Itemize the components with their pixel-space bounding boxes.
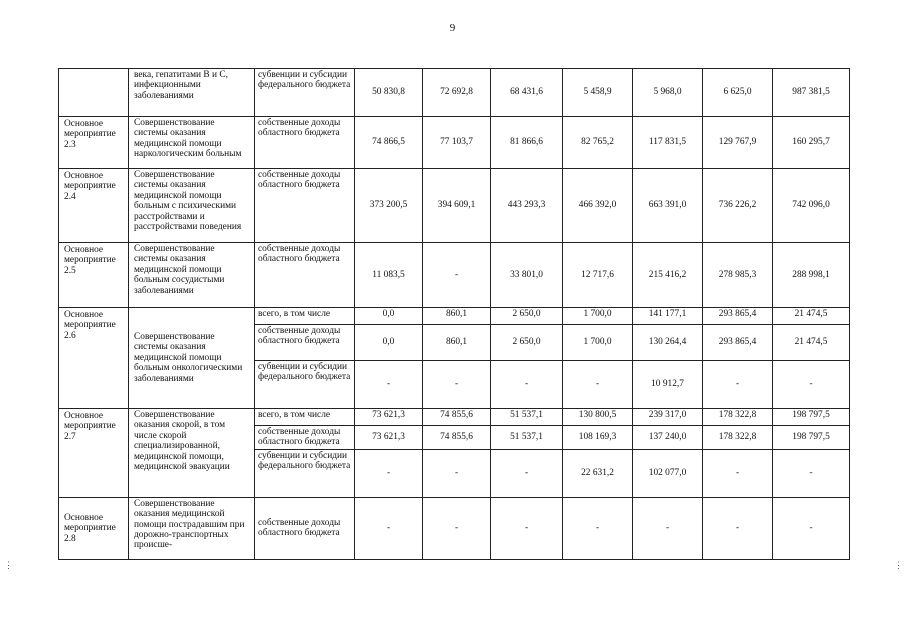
value-cell-year-6: 6 625,0 bbox=[703, 69, 773, 117]
funding-source-cell: субвенции и субсидии федерального бюджета bbox=[255, 69, 355, 117]
activity-name-cell bbox=[59, 69, 129, 117]
value-cell-year-2: 74 855,6 bbox=[423, 426, 491, 450]
value-cell-year-1: 0,0 bbox=[355, 325, 423, 361]
value-cell-year-5: 137 240,0 bbox=[633, 426, 703, 450]
value-cell-year-1: 11 083,5 bbox=[355, 243, 423, 308]
value-cell-year-7: 987 381,5 bbox=[773, 69, 850, 117]
table-row bbox=[59, 243, 850, 308]
funding-source-cell: собственные доходы областного бюджета bbox=[255, 117, 355, 169]
value-cell-year-3: 51 537,1 bbox=[491, 426, 563, 450]
activity-name-cell: Основное мероприятие 2.7 bbox=[59, 409, 129, 498]
funding-source-cell: всего, в том числе bbox=[255, 409, 355, 426]
value-cell-year-7: - bbox=[773, 361, 850, 409]
value-cell-year-4: - bbox=[563, 361, 633, 409]
value-cell-year-7: 21 474,5 bbox=[773, 308, 850, 325]
activity-description-cell: Совершенствование оказания медицинской помощи пострадавшим при дорожно-транспортных происше- bbox=[129, 497, 255, 559]
value-cell-year-1: 73 621,3 bbox=[355, 426, 423, 450]
value-cell-year-7: 288 998,1 bbox=[773, 243, 850, 308]
value-cell-year-3: - bbox=[491, 497, 563, 559]
funding-source-cell: собственные доходы областного бюджета bbox=[255, 325, 355, 361]
value-cell-year-1: 50 830,8 bbox=[355, 69, 423, 117]
funding-source-cell: собственные доходы областного бюджета bbox=[255, 497, 355, 559]
value-cell-year-7: 160 295,7 bbox=[773, 117, 850, 169]
value-cell-year-4: 22 631,2 bbox=[563, 449, 633, 497]
activity-name-cell: Основное мероприятие 2.5 bbox=[59, 243, 129, 308]
activity-name-cell: Основное мероприятие 2.8 bbox=[59, 497, 129, 559]
value-cell-year-1: 73 621,3 bbox=[355, 409, 423, 426]
value-cell-year-5: 5 968,0 bbox=[633, 69, 703, 117]
value-cell-year-6: 178 322,8 bbox=[703, 426, 773, 450]
value-cell-year-3: - bbox=[491, 361, 563, 409]
value-cell-year-5: 141 177,1 bbox=[633, 308, 703, 325]
value-cell-year-7: 21 474,5 bbox=[773, 325, 850, 361]
value-cell-year-5: 215 416,2 bbox=[633, 243, 703, 308]
value-cell-year-5: 130 264,4 bbox=[633, 325, 703, 361]
value-cell-year-1: 0,0 bbox=[355, 308, 423, 325]
value-cell-year-3: 51 537,1 bbox=[491, 409, 563, 426]
value-cell-year-4: 12 717,6 bbox=[563, 243, 633, 308]
funding-source-cell: субвенции и субсидии федерального бюджета bbox=[255, 449, 355, 497]
table-row bbox=[59, 409, 850, 426]
value-cell-year-1: - bbox=[355, 449, 423, 497]
value-cell-year-6: 293 865,4 bbox=[703, 308, 773, 325]
activity-description-cell: Совершенствование системы оказания медицинской помощи больным сосудистыми заболеваниями bbox=[129, 243, 255, 308]
activity-name-cell: Основное мероприятие 2.3 bbox=[59, 117, 129, 169]
value-cell-year-4: 5 458,9 bbox=[563, 69, 633, 117]
funding-source-cell: собственные доходы областного бюджета bbox=[255, 243, 355, 308]
value-cell-year-3: 443 293,3 bbox=[491, 169, 563, 243]
value-cell-year-2: - bbox=[423, 497, 491, 559]
value-cell-year-6: 278 985,3 bbox=[703, 243, 773, 308]
value-cell-year-5: - bbox=[633, 497, 703, 559]
value-cell-year-6: 129 767,9 bbox=[703, 117, 773, 169]
value-cell-year-7: 198 797,5 bbox=[773, 426, 850, 450]
activity-description-cell: века, гепатитами В и С, инфекционными заболеваниями bbox=[129, 69, 255, 117]
value-cell-year-7: 198 797,5 bbox=[773, 409, 850, 426]
value-cell-year-5: 663 391,0 bbox=[633, 169, 703, 243]
activity-description-cell: Совершенствование системы оказания медицинской помощи больным с психическими расстройствами и расстройствами поведения bbox=[129, 169, 255, 243]
value-cell-year-3: 68 431,6 bbox=[491, 69, 563, 117]
right-edge-mark: ⋮ bbox=[894, 560, 902, 570]
value-cell-year-6: - bbox=[703, 449, 773, 497]
value-cell-year-5: 10 912,7 bbox=[633, 361, 703, 409]
value-cell-year-1: 373 200,5 bbox=[355, 169, 423, 243]
activity-description-cell: Совершенствование системы оказания медицинской помощи наркологическим больным bbox=[129, 117, 255, 169]
funding-source-cell: собственные доходы областного бюджета bbox=[255, 169, 355, 243]
value-cell-year-1: - bbox=[355, 497, 423, 559]
value-cell-year-2: - bbox=[423, 361, 491, 409]
funding-source-cell: субвенции и субсидии федерального бюджета bbox=[255, 361, 355, 409]
value-cell-year-1: 74 866,5 bbox=[355, 117, 423, 169]
table-row bbox=[59, 308, 850, 325]
activity-description-cell: Совершенствование оказания скорой, в том числе скорой специализированной, медицинской помощи, медицинской эвакуации bbox=[129, 409, 255, 498]
value-cell-year-4: 82 765,2 bbox=[563, 117, 633, 169]
left-edge-mark: ⋮ bbox=[4, 560, 12, 570]
value-cell-year-6: 736 226,2 bbox=[703, 169, 773, 243]
value-cell-year-5: 102 077,0 bbox=[633, 449, 703, 497]
value-cell-year-6: - bbox=[703, 361, 773, 409]
funding-source-cell: собственные доходы областного бюджета bbox=[255, 426, 355, 450]
value-cell-year-7: 742 096,0 bbox=[773, 169, 850, 243]
value-cell-year-2: 77 103,7 bbox=[423, 117, 491, 169]
value-cell-year-3: 2 650,0 bbox=[491, 308, 563, 325]
value-cell-year-4: 130 800,5 bbox=[563, 409, 633, 426]
value-cell-year-3: - bbox=[491, 449, 563, 497]
value-cell-year-7: - bbox=[773, 497, 850, 559]
value-cell-year-2: - bbox=[423, 243, 491, 308]
value-cell-year-6: - bbox=[703, 497, 773, 559]
value-cell-year-7: - bbox=[773, 449, 850, 497]
value-cell-year-2: 860,1 bbox=[423, 308, 491, 325]
activity-name-cell: Основное мероприятие 2.6 bbox=[59, 308, 129, 409]
activity-name-cell: Основное мероприятие 2.4 bbox=[59, 169, 129, 243]
table-row bbox=[59, 169, 850, 243]
table-row bbox=[59, 117, 850, 169]
value-cell-year-4: 108 169,3 bbox=[563, 426, 633, 450]
table-row bbox=[59, 497, 850, 559]
value-cell-year-1: - bbox=[355, 361, 423, 409]
budget-table bbox=[58, 68, 850, 560]
value-cell-year-5: 239 317,0 bbox=[633, 409, 703, 426]
activity-description-cell: Совершенствование системы оказания медицинской помощи больным онкологическими заболеваниями bbox=[129, 308, 255, 409]
value-cell-year-4: 1 700,0 bbox=[563, 325, 633, 361]
value-cell-year-4: - bbox=[563, 497, 633, 559]
page-number: 9 bbox=[449, 22, 456, 34]
value-cell-year-2: 72 692,8 bbox=[423, 69, 491, 117]
value-cell-year-3: 33 801,0 bbox=[491, 243, 563, 308]
value-cell-year-2: 860,1 bbox=[423, 325, 491, 361]
value-cell-year-6: 293 865,4 bbox=[703, 325, 773, 361]
funding-source-cell: всего, в том числе bbox=[255, 308, 355, 325]
value-cell-year-4: 466 392,0 bbox=[563, 169, 633, 243]
value-cell-year-3: 81 866,6 bbox=[491, 117, 563, 169]
value-cell-year-3: 2 650,0 bbox=[491, 325, 563, 361]
value-cell-year-2: 74 855,6 bbox=[423, 409, 491, 426]
value-cell-year-6: 178 322,8 bbox=[703, 409, 773, 426]
table-row bbox=[59, 69, 850, 117]
value-cell-year-2: 394 609,1 bbox=[423, 169, 491, 243]
value-cell-year-2: - bbox=[423, 449, 491, 497]
value-cell-year-5: 117 831,5 bbox=[633, 117, 703, 169]
value-cell-year-4: 1 700,0 bbox=[563, 308, 633, 325]
